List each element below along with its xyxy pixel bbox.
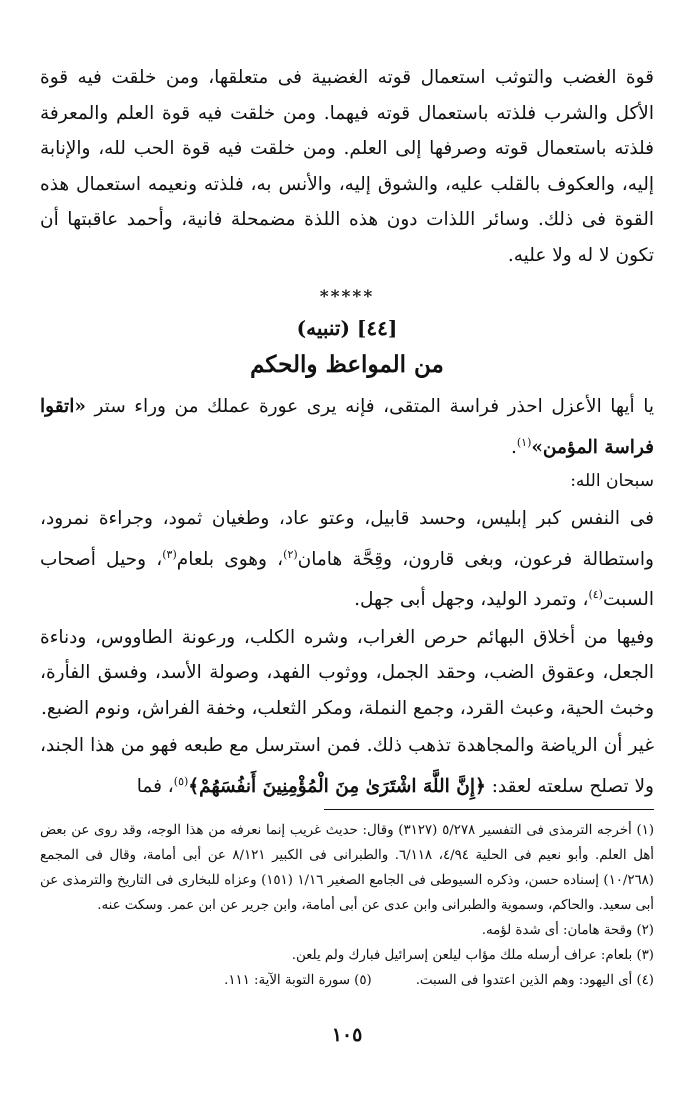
para1-end: . [510, 436, 517, 458]
paragraph-nafs [40, 501, 654, 618]
footnotes [40, 818, 654, 993]
footnote-ref-1: (١) [516, 435, 532, 449]
page-number: ١٠٥ [331, 1024, 363, 1046]
page-content [40, 60, 654, 993]
para1-text: يا أيها الأعزل احذر فراسة المتقى، فإنه يرى عورة عملك من وراء ستر [85, 396, 654, 417]
quran-verse: ﴿إِنَّ اللَّهَ اشْتَرَىٰ مِنَ الْمُؤْمِنِينَ أَنفُسَهُمْ﴾ [188, 776, 486, 798]
para4-text-a: غير أن الرياضة والمجاهدة تذهب ذلك. فمن استرسل مع طبعه فهو من هذا الجند، ولا تصلح سلعته لعقد: [40, 735, 654, 798]
footnote-ref-2: (٢) [283, 547, 298, 561]
paragraph-firasa [40, 389, 654, 465]
hadith-quote: «اتقوا فراسة المؤمن» [40, 396, 654, 458]
section-number: [٤٤] (تنبيه) [296, 316, 398, 340]
footnote-ref-4: (٤) [588, 588, 603, 602]
footnote-ref-3: (٣) [162, 547, 177, 561]
footnote-1: (١) أخرجه الترمذى فى التفسير ٥/٢٧٨ (٣١٢٧) وقال: حديث غريب إنما نعرفه من هذا الوجه، وقد روى عن بعض أهل العلم. وأبو نعيم فى الحلية ٤/٩٤، ٦/١١٨. والطبرانى فى الكبير ٨/١٢١ عن أبى أمامة، وقال فى المجمع (١٠/٢٦٨) إسناده حسن، وذكره السيوطى فى الجامع الصغير ١/١٦ (١٥١) وعزاه للبخارى فى التاريخ والترمذى عن أبى سعيد. والحاكم، وسموية والطبرانى وابن عدى عن أبى أمامة، وابن جرير عن ابن عمر. وسكت عنه. [40, 822, 655, 913]
separator-stars: ***** [319, 287, 375, 307]
para2-text-c: ، وحيل أصحاب السبت [40, 548, 654, 611]
para2-text-b: ، وهوى بلعام [176, 548, 284, 570]
footnote-row-4-5 [40, 968, 654, 993]
para2-text-a: فى النفس كبر إبليس، وحسد قابيل، وعتو عاد، وطغيان ثمود، وجراءة نمرود، واستطالة فرعون، وبغى قارون، وقِحَّة هامان [40, 508, 654, 570]
top-paragraph: قوة الغضب والتوثب استعمال قوته الغضبية فى متعلقها، ومن خلقت فيه قوة الأكل والشرب فلذته باستعمال قوته فيهما. ومن خلقت فيه قوة العلم والمعرفة فلذته باستعمال قوته وصرفها إلى العلم. ومن خلقت فيه قوة الحب لله، والإنابة إليه، والعكوف بالقلب عليه، والشوق إليه، والأنس به، فلذته ونعيمه استعمال هذه القوة فى ذلك. وسائر اللذات دون هذه اللذة مضمحلة فانية، وأحمد عاقبتها أن تكون لا له ولا عليه. [40, 67, 654, 266]
para4-end: ، فما [136, 776, 174, 798]
paragraph-riyada [40, 728, 654, 804]
footnote-5: (٥) سورة التوبة الآية: ١١١. [224, 972, 372, 988]
footnote-ref-5: (٥) [173, 774, 189, 788]
footnote-divider [324, 809, 654, 810]
section-title: من المواعظ والحكم [250, 351, 444, 378]
footnote-2: (٢) وقحة هامان: أى شدة لؤمه. [481, 922, 654, 938]
footnote-3: (٣) بلعام: عراف أرسله ملك مؤاب ليلعن إسرائيل فبارك ولم يلعن. [291, 947, 654, 963]
para2-text-d: ، وتمرد الوليد، وجهل أبى جهل. [354, 589, 589, 611]
paragraph-animals: وفيها من أخلاق البهائم حرص الغراب، وشره الكلب، ورعونة الطاووس، ودناءة الجعل، وعقوق الضب، وحقد الجمل، ووثوب الفهد، وصولة الأسد، وفسق الفأرة، وخبث الحية، وعبث القرد، وجمع النملة، ومكر الثعلب، وخفة الفراش، ونوم الضبع. [40, 626, 654, 719]
subhanallah-line: سبحان الله: [570, 471, 654, 492]
footnote-4: (٤) أى اليهود: وهم الذين اعتدوا فى السبت. [415, 972, 654, 988]
